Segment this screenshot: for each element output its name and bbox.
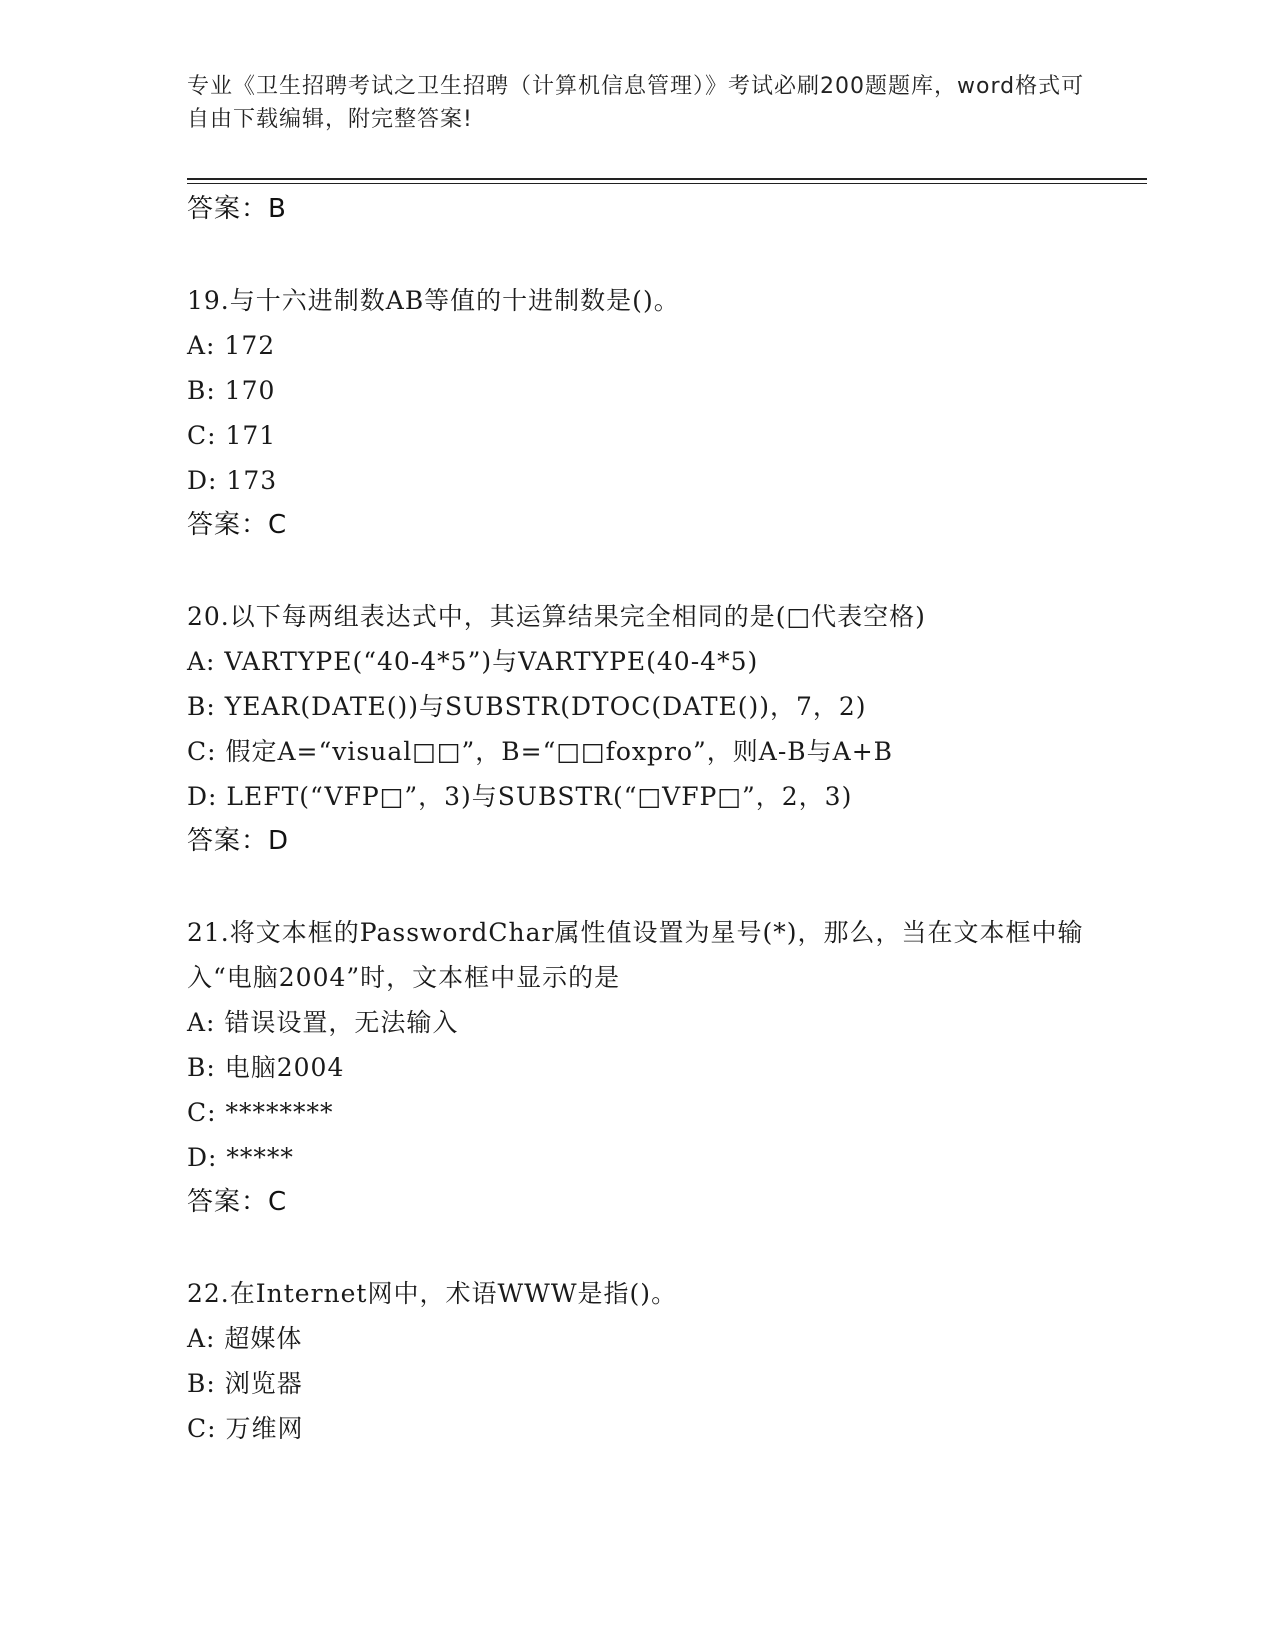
answer-line: 答案：B (187, 194, 287, 224)
option-c: C: 171 (187, 421, 277, 450)
option-d: D: ***** (187, 1143, 294, 1172)
option-a: A: 超媒体 (187, 1324, 303, 1353)
spacer (187, 864, 1087, 910)
spacer (187, 232, 1087, 278)
option-b: B: 170 (187, 376, 276, 405)
question-text: 22.在Internet网中，术语WWW是指()。 (187, 1279, 678, 1308)
question-text: 19.与十六进制数AB等值的十进制数是()。 (187, 286, 680, 315)
question-text: 21.将文本框的PasswordChar属性值设置为星号(*)，那么，当在文本框中输入“电脑2004”时，文本框中显示的是 (187, 918, 1084, 992)
answer-line: 答案：D (187, 826, 290, 856)
option-a: A: 172 (187, 331, 276, 360)
option-c: C: 假定A=“visual□□”，B=“□□foxpro”，则A-B与A+B (187, 737, 894, 766)
option-c: C: 万维网 (187, 1414, 304, 1443)
question-19 (187, 278, 1087, 548)
option-c: C: ******** (187, 1098, 334, 1127)
option-b: B: 浏览器 (187, 1369, 303, 1398)
option-d: D: 173 (187, 466, 278, 495)
header-divider-thick (187, 178, 1147, 180)
option-a: A: VARTYPE(“40-4*5”)与VARTYPE(40-4*5) (187, 647, 759, 676)
option-a: A: 错误设置，无法输入 (187, 1008, 459, 1037)
header-title: 专业《卫生招聘考试之卫生招聘（计算机信息管理）》考试必刷200题题库，word格式可自由下载编辑，附完整答案! (187, 74, 1085, 132)
question-21 (187, 910, 1087, 1225)
option-b: B: YEAR(DATE())与SUBSTR(DTOC(DATE())，7，2) (187, 692, 867, 721)
answer-line: 答案：C (187, 510, 288, 540)
question-20 (187, 594, 1087, 864)
question-22 (187, 1271, 1087, 1451)
spacer (187, 548, 1087, 594)
question-text: 20.以下每两组表达式中，其运算结果完全相同的是(□代表空格) (187, 602, 926, 631)
spacer (187, 1225, 1087, 1271)
question-list (187, 187, 1087, 1451)
answer-line: 答案：C (187, 1187, 288, 1217)
header-divider-thin (187, 183, 1147, 184)
document-header (187, 70, 1087, 136)
option-d: D: LEFT(“VFP□”，3)与SUBSTR(“□VFP□”，2，3) (187, 782, 853, 811)
option-b: B: 电脑2004 (187, 1053, 345, 1082)
